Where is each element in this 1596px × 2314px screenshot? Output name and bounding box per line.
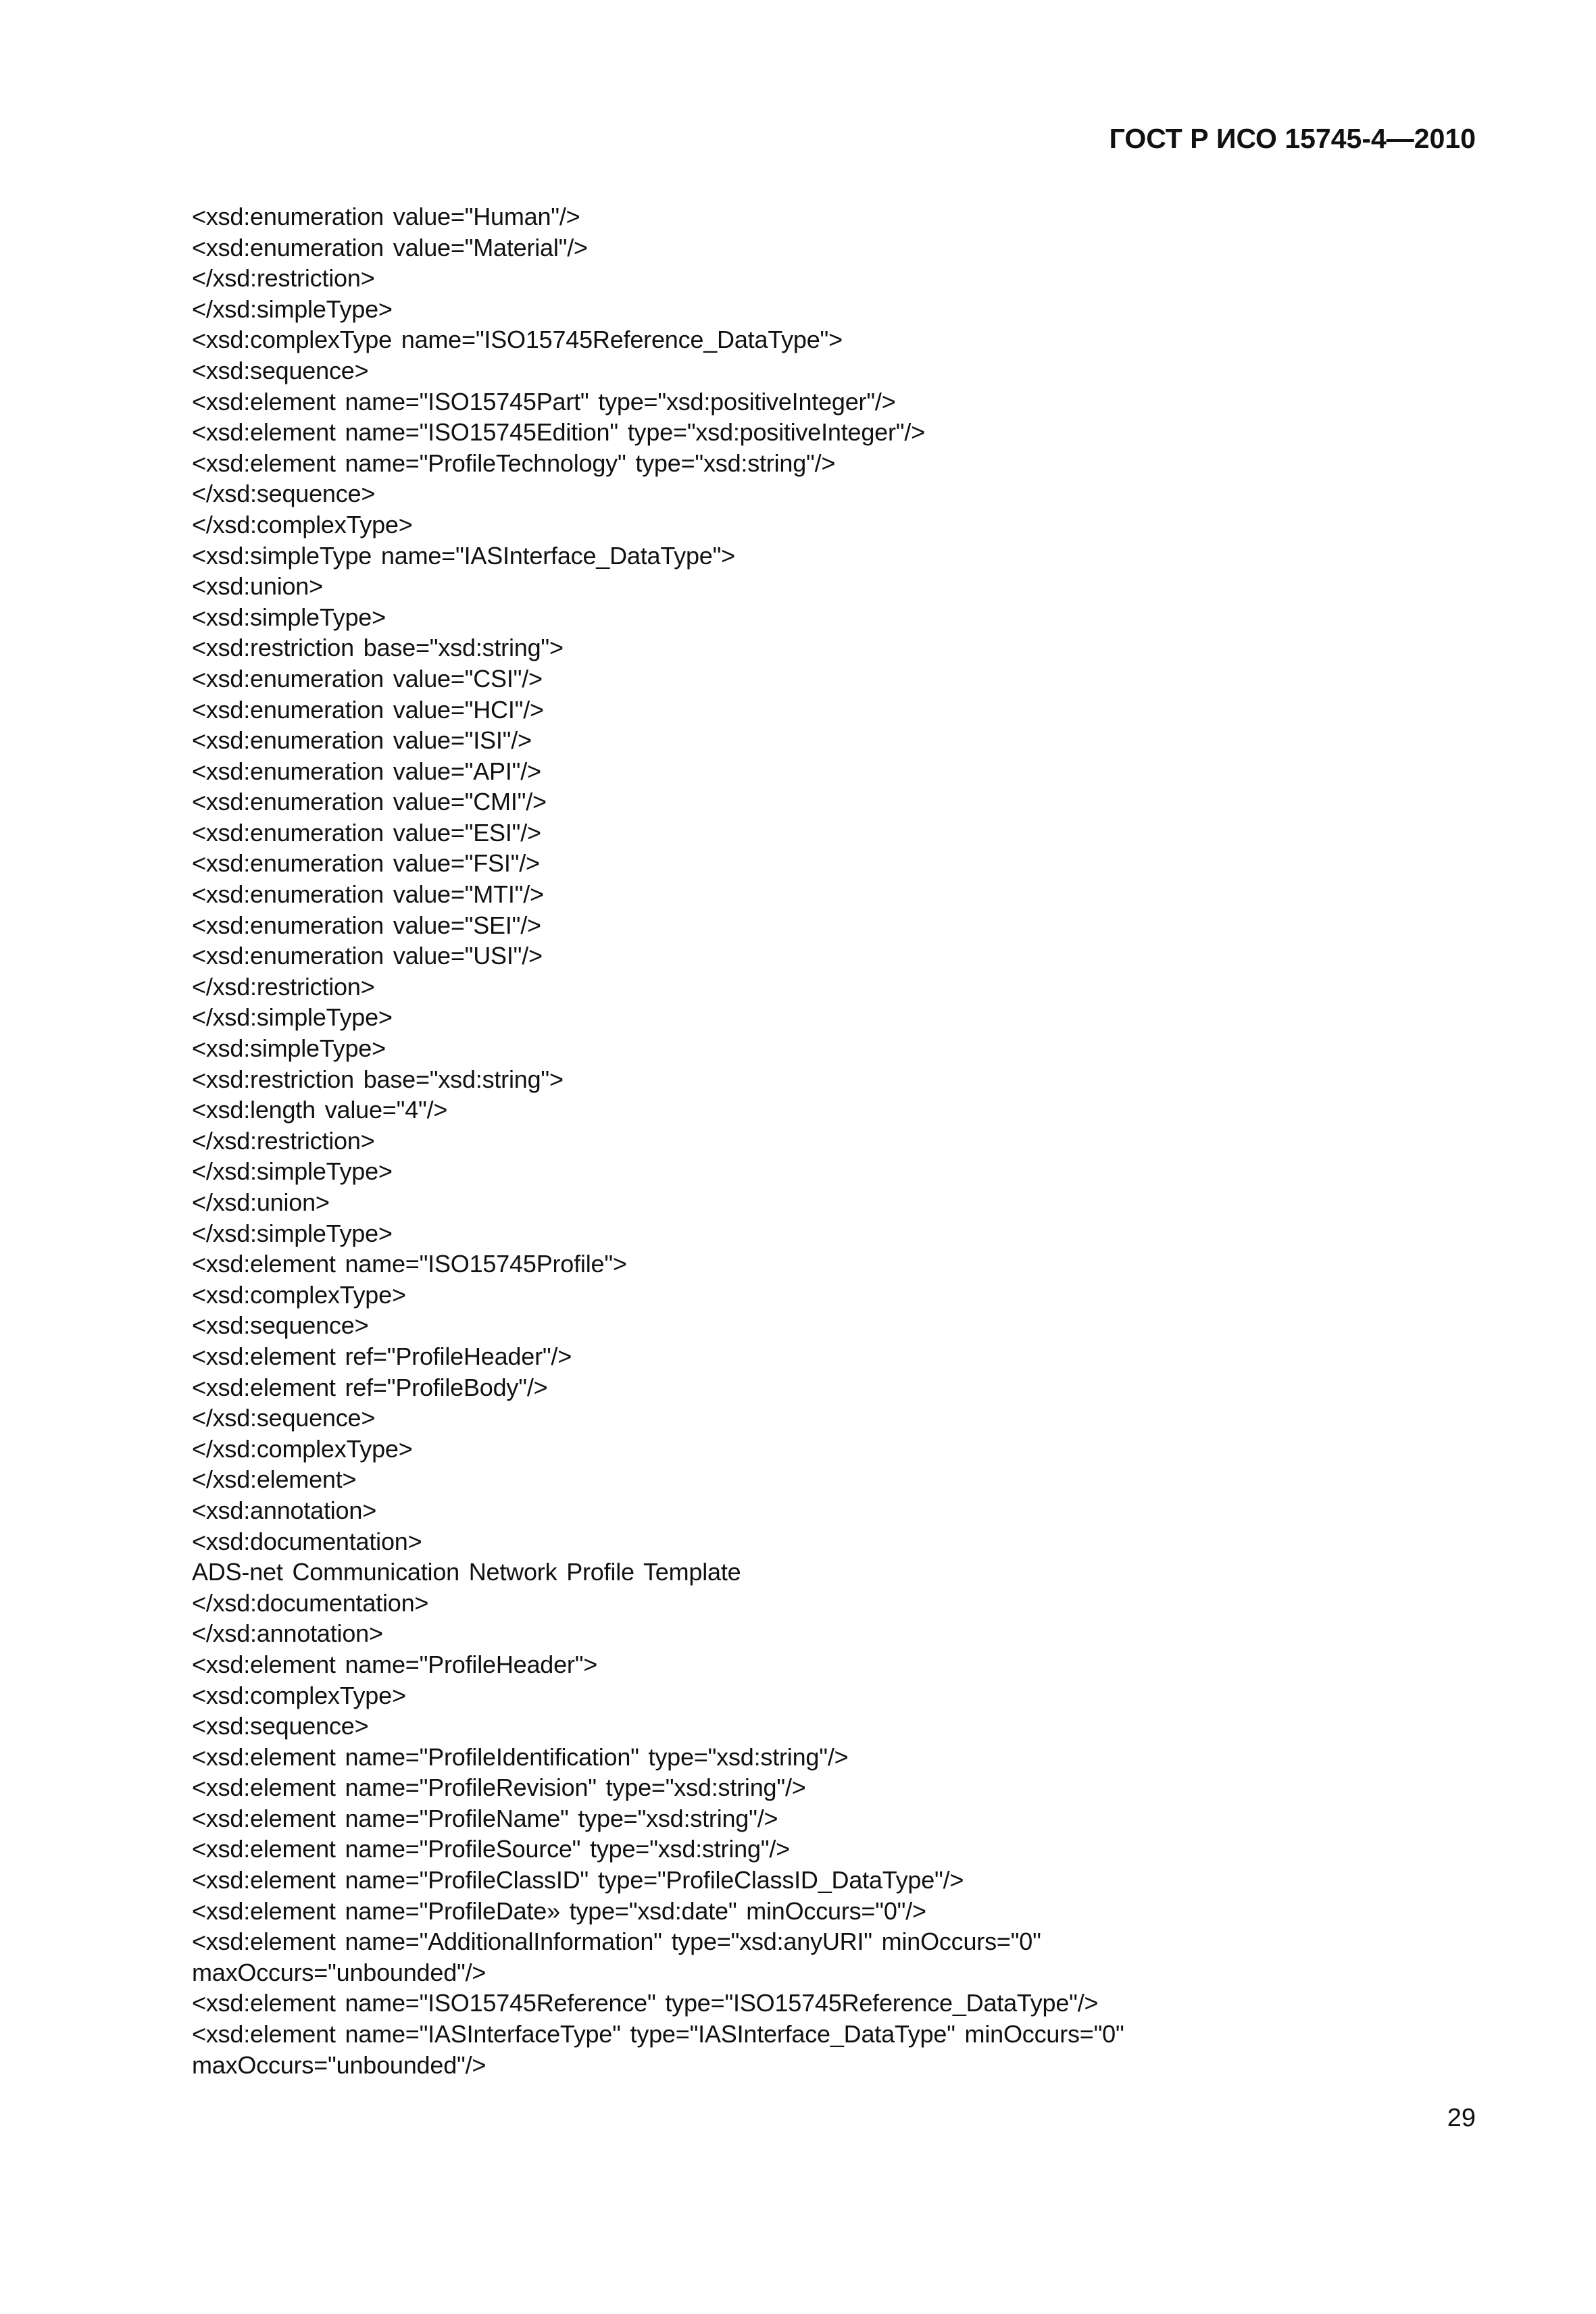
code-line: <xsd:enumeration value="ISI"/>: [192, 726, 532, 755]
code-line: <xsd:element name="ISO15745Profile">: [192, 1250, 627, 1278]
code-line: <xsd:restriction base="xsd:string">: [192, 1065, 564, 1093]
code-line: <xsd:element name="IASInterfaceType" type="IASInterface_DataType" minOccurs="0": [192, 2020, 1124, 2048]
code-line: <xsd:element name="ProfileDate» type="xsd:date" minOccurs="0"/>: [192, 1896, 926, 1925]
code-line: <xsd:element name="ISO15745Edition" type="xsd:positiveInteger"/>: [192, 418, 925, 447]
code-line: <xsd:element name="AdditionalInformation" type="xsd:anyURI" minOccurs="0": [192, 1928, 1041, 1956]
code-line: <xsd:enumeration value="CMI"/>: [192, 788, 547, 816]
code-line: <xsd:element name="ISO15745Part" type="xsd:positiveInteger"/>: [192, 387, 896, 416]
code-line: </xsd:union>: [192, 1188, 330, 1216]
code-line: </xsd:annotation>: [192, 1619, 383, 1648]
code-line: <xsd:element name="ProfileHeader">: [192, 1650, 598, 1678]
code-line: </xsd:sequence>: [192, 480, 376, 508]
page-number: 29: [1447, 2104, 1476, 2132]
code-line: <xsd:enumeration value="ESI"/>: [192, 818, 541, 847]
standard-header: ГОСТ Р ИСО 15745-4—2010: [1109, 123, 1476, 154]
code-line: <xsd:enumeration value="SEI"/>: [192, 911, 541, 939]
code-line: </xsd:complexType>: [192, 1434, 413, 1463]
code-line: </xsd:simpleType>: [192, 1157, 393, 1186]
code-line: maxOccurs="unbounded"/>: [192, 2051, 487, 2079]
code-line: <xsd:length value="4"/>: [192, 1096, 448, 1124]
code-line: </xsd:complexType>: [192, 510, 413, 538]
code-line: <xsd:union>: [192, 572, 323, 601]
code-line: <xsd:element name="ProfileIdentification" type="xsd:string"/>: [192, 1742, 849, 1771]
code-line: <xsd:enumeration value="CSI"/>: [192, 664, 543, 693]
code-line: <xsd:simpleType name="IASInterface_DataType">: [192, 541, 735, 570]
code-line: <xsd:enumeration value="Material"/>: [192, 233, 588, 261]
code-line: <xsd:documentation>: [192, 1527, 422, 1555]
code-line: <xsd:sequence>: [192, 356, 369, 384]
code-line: <xsd:enumeration value="MTI"/>: [192, 880, 544, 909]
code-line: <xsd:enumeration value="USI"/>: [192, 942, 543, 970]
code-line: </xsd:restriction>: [192, 972, 375, 1001]
code-line: <xsd:enumeration value="FSI"/>: [192, 849, 540, 878]
code-line: <xsd:element ref="ProfileBody"/>: [192, 1373, 548, 1401]
code-line: </xsd:sequence>: [192, 1404, 376, 1432]
code-line: </xsd:documentation>: [192, 1588, 429, 1617]
code-line: <xsd:element name="ProfileTechnology" type="xsd:string"/>: [192, 449, 836, 477]
code-line: <xsd:element name="ISO15745Reference" type="ISO15745Reference_DataType"/>: [192, 1989, 1099, 2017]
code-line: <xsd:complexType name="ISO15745Reference_DataType">: [192, 326, 843, 354]
code-line: maxOccurs="unbounded"/>: [192, 1958, 487, 1986]
code-line: <xsd:complexType>: [192, 1280, 406, 1309]
code-line: </xsd:simpleType>: [192, 1219, 393, 1247]
xsd-code-listing: [192, 201, 1476, 2080]
code-line: <xsd:annotation>: [192, 1496, 377, 1524]
code-line: <xsd:enumeration value="Human"/>: [192, 203, 580, 230]
code-line: <xsd:element name="ProfileSource" type="xsd:string"/>: [192, 1835, 790, 1863]
code-line: <xsd:restriction base="xsd:string">: [192, 634, 564, 662]
code-line: </xsd:restriction>: [192, 1126, 375, 1155]
code-line: ADS-net Communication Network Profile Template: [192, 1558, 741, 1586]
code-line: <xsd:element ref="ProfileHeader"/>: [192, 1342, 572, 1370]
code-line: <xsd:enumeration value="HCI"/>: [192, 695, 544, 724]
code-line: <xsd:enumeration value="API"/>: [192, 757, 541, 785]
code-line: <xsd:sequence>: [192, 1712, 369, 1740]
code-line: <xsd:simpleType>: [192, 603, 386, 631]
code-line: </xsd:restriction>: [192, 264, 375, 293]
code-line: </xsd:simpleType>: [192, 1003, 393, 1032]
code-line: <xsd:element name="ProfileRevision" type="xsd:string"/>: [192, 1774, 806, 1802]
code-line: <xsd:element name="ProfileName" type="xsd:string"/>: [192, 1804, 778, 1832]
code-line: </xsd:element>: [192, 1465, 357, 1494]
code-line: <xsd:sequence>: [192, 1311, 369, 1340]
code-line: </xsd:simpleType>: [192, 295, 393, 323]
code-line: <xsd:element name="ProfileClassID" type="ProfileClassID_DataType"/>: [192, 1866, 964, 1894]
code-line: <xsd:simpleType>: [192, 1034, 386, 1063]
code-line: <xsd:complexType>: [192, 1681, 406, 1709]
